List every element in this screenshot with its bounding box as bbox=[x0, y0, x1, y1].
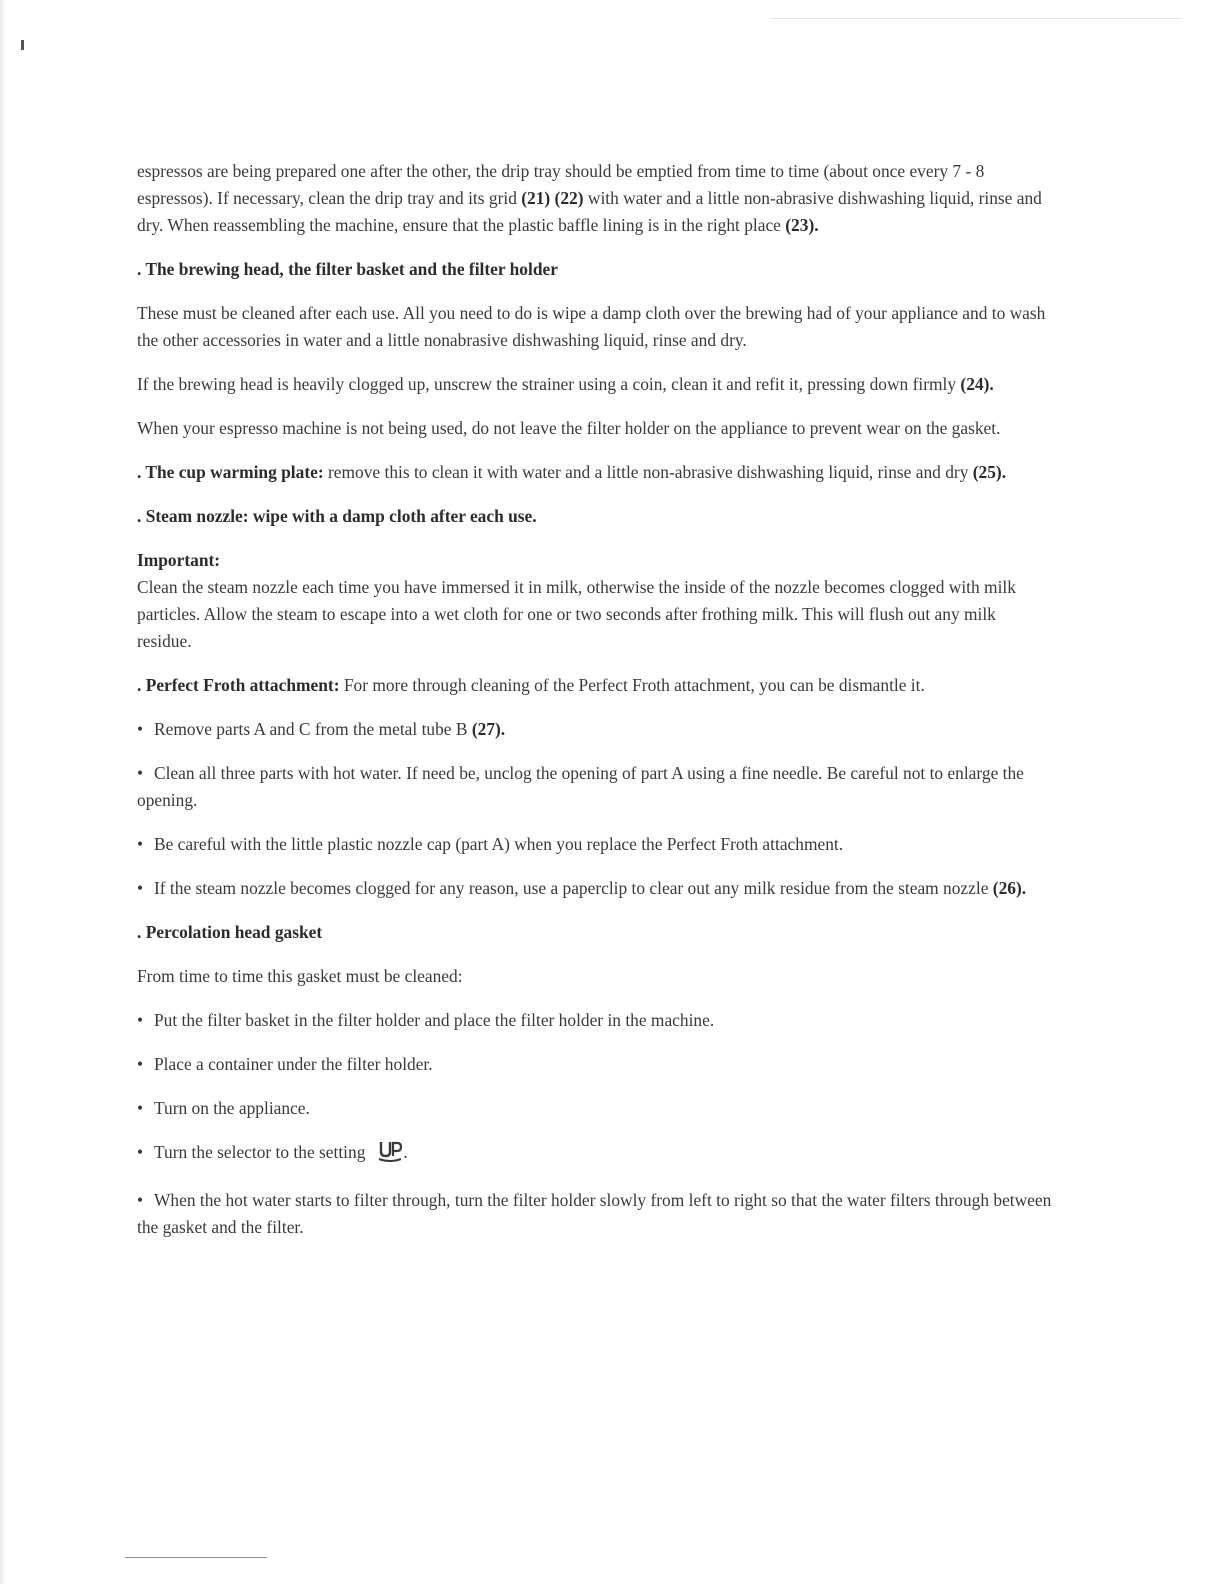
paragraph-important: Important: Clean the steam nozzle each time you have immersed it in milk, otherwise the inside of the nozzle becomes clogged with milk particles. Allow the steam to escape into a wet cloth for one or two seconds after frothing milk. This will flush out any milk residue. bbox=[137, 550, 1016, 651]
list-item: • If the steam nozzle becomes clogged for any reason, use a paperclip to clear out any milk residue from the steam nozzle (26). bbox=[137, 875, 1052, 902]
heading-percolation-gasket: . Percolation head gasket bbox=[137, 922, 323, 942]
list-item: • Turn the selector to the setting . bbox=[137, 1139, 1052, 1170]
heading-brewing-head: . The brewing head, the filter basket and the filter holder bbox=[137, 259, 558, 279]
paragraph-gasket-intro: From time to time this gasket must be cleaned: bbox=[137, 966, 463, 986]
hot-water-setting-icon bbox=[377, 1140, 403, 1170]
list-item: • When the hot water starts to filter through, turn the filter holder slowly from left to right so that the water filters through between the gasket and the filter. bbox=[137, 1187, 1052, 1241]
list-item: • Be careful with the little plastic nozzle cap (part A) when you replace the Perfect Froth attachment. bbox=[137, 831, 1052, 858]
scan-mark bbox=[21, 40, 24, 50]
bullet-icon: • bbox=[137, 1142, 144, 1162]
paragraph-filter-holder-storage: When your espresso machine is not being used, do not leave the filter holder on the appliance to prevent wear on the gasket. bbox=[137, 418, 1001, 438]
bullet-icon: • bbox=[137, 719, 144, 739]
document-body bbox=[137, 158, 1052, 1258]
top-rule bbox=[770, 18, 1182, 19]
paragraph-cup-warming-plate: . The cup warming plate: remove this to clean it with water and a little non-abrasive dishwashing liquid, rinse and dry (25). bbox=[137, 462, 1007, 482]
paragraph-clean-after-use: These must be cleaned after each use. All you need to do is wipe a damp cloth over the brewing had of your appliance and to wash the other accessories in water and a little nonabrasive dishwashing liquid, rinse and dry. bbox=[137, 303, 1046, 350]
figure-ref: (24). bbox=[960, 374, 994, 394]
bullet-icon: • bbox=[137, 1054, 144, 1074]
list-item: • Clean all three parts with hot water. If need be, unclog the opening of part A using a fine needle. Be careful not to enlarge the opening. bbox=[137, 760, 1052, 814]
footnote-rule bbox=[125, 1557, 267, 1558]
bullet-icon: • bbox=[137, 1098, 144, 1118]
bullet-icon: • bbox=[137, 1190, 144, 1210]
figure-ref: (26). bbox=[992, 878, 1027, 898]
bullet-icon: • bbox=[137, 1010, 144, 1030]
list-item: • Place a container under the filter holder. bbox=[137, 1051, 1052, 1078]
figure-ref: (23). bbox=[785, 215, 819, 235]
scan-shadow bbox=[0, 0, 6, 1584]
bullet-icon: • bbox=[137, 834, 144, 854]
figure-ref: (21) (22) bbox=[521, 188, 584, 208]
paragraph-drip-tray: espressos are being prepared one after the other, the drip tray should be emptied from time to time (about once every 7 - 8 espressos). If necessary, clean the drip tray and its grid (21) (22) with water and a little non-abrasive dishwashing liquid, rinse and dry. When reassembling the machine, ensure that the plastic baffle lining is in the right place (23). bbox=[137, 161, 1042, 235]
list-item: • Put the filter basket in the filter holder and place the filter holder in the machine. bbox=[137, 1007, 1052, 1034]
list-item: • Turn on the appliance. bbox=[137, 1095, 1052, 1122]
figure-ref: (27). bbox=[471, 719, 506, 739]
heading-steam-nozzle: . Steam nozzle: wipe with a damp cloth after each use. bbox=[137, 506, 537, 526]
bullet-icon: • bbox=[137, 763, 144, 783]
list-item: • Remove parts A and C from the metal tube B (27). bbox=[137, 716, 1052, 743]
figure-ref: (25). bbox=[972, 462, 1007, 482]
bullet-icon: • bbox=[137, 878, 144, 898]
paragraph-clogged-head: If the brewing head is heavily clogged up, unscrew the strainer using a coin, clean it and refit it, pressing down firmly (24). bbox=[137, 374, 994, 394]
paragraph-perfect-froth: . Perfect Froth attachment: For more through cleaning of the Perfect Froth attachment, you can be dismantle it. bbox=[137, 675, 925, 695]
